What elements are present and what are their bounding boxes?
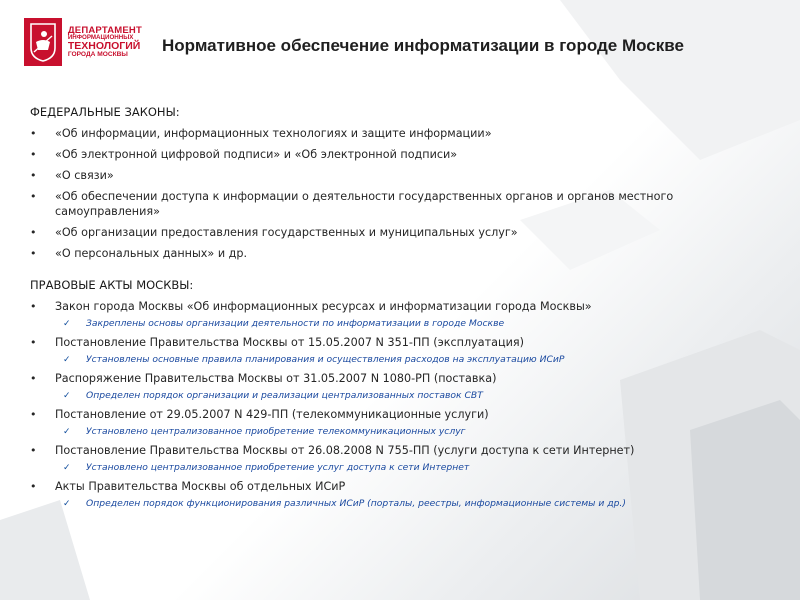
logo-line-2: ИНФОРМАЦИОННЫХ xyxy=(67,34,134,42)
moscow-emblem-icon xyxy=(24,18,62,66)
list-item xyxy=(30,246,730,261)
list-item xyxy=(30,168,730,183)
bullet-icon: • xyxy=(30,480,37,493)
federal-laws-list xyxy=(30,126,730,261)
list-item-text: «О персональных данных» и др. xyxy=(55,247,248,260)
moscow-acts-heading: ПРАВОВЫЕ АКТЫ МОСКВЫ: xyxy=(30,278,194,292)
logo-line-4: ГОРОДА МОСКВЫ xyxy=(67,50,128,58)
bullet-icon: • xyxy=(30,127,37,140)
checkmark-icon: ✓ xyxy=(63,391,71,401)
list-item xyxy=(30,299,730,314)
list-item-text: «Об обеспечении доступа к информации о деятельности государственных органов и органов местного самоуправления» xyxy=(55,190,674,218)
list-item-text: «О связи» xyxy=(55,169,114,182)
list-item xyxy=(30,479,730,494)
list-item xyxy=(30,225,730,240)
sub-item xyxy=(63,317,730,331)
list-item-text: Акты Правительства Москвы об отдельных ИСиР xyxy=(55,480,346,493)
slide-content xyxy=(30,105,730,515)
page-title: Нормативное обеспечение информатизации в городе Москве xyxy=(162,36,684,55)
bullet-icon: • xyxy=(30,247,37,260)
bullet-icon: • xyxy=(30,372,37,385)
list-item-text: «Об электронной цифровой подписи» и «Об электронной подписи» xyxy=(55,148,458,161)
sub-item-text: Установлено централизованное приобретение телекоммуникационных услуг xyxy=(86,426,466,437)
bullet-icon: • xyxy=(30,408,37,421)
list-item xyxy=(30,407,730,422)
bullet-icon: • xyxy=(30,226,37,239)
logo-text xyxy=(68,26,142,59)
bullet-icon: • xyxy=(30,169,37,182)
list-item xyxy=(30,126,730,141)
list-item xyxy=(30,189,730,219)
federal-laws-heading: ФЕДЕРАЛЬНЫЕ ЗАКОНЫ: xyxy=(30,105,180,119)
list-item-text: «Об информации, информационных технологиях и защите информации» xyxy=(55,127,492,140)
sub-item xyxy=(63,461,730,475)
sub-item xyxy=(63,389,730,403)
sub-item xyxy=(63,353,730,367)
list-item-text: «Об организации предоставления государственных и муниципальных услуг» xyxy=(55,226,518,239)
moscow-acts-list xyxy=(30,299,730,511)
checkmark-icon: ✓ xyxy=(63,355,71,365)
sub-item-text: Установлены основные правила планирования и осуществления расходов на эксплуатацию ИСиР xyxy=(86,354,565,365)
bullet-icon: • xyxy=(30,444,37,457)
bullet-icon: • xyxy=(30,336,37,349)
list-item xyxy=(30,335,730,350)
list-item-text: Распоряжение Правительства Москвы от 31.05.2007 N 1080-РП (поставка) xyxy=(55,372,497,385)
sub-item-text: Установлено централизованное приобретение услуг доступа к сети Интернет xyxy=(86,462,470,473)
sub-item-text: Определен порядок организации и реализации централизованных поставок СВТ xyxy=(86,390,483,401)
checkmark-icon: ✓ xyxy=(63,319,71,329)
sub-item-text: Закреплены основы организации деятельности по информатизации в городе Москве xyxy=(86,318,505,329)
department-logo xyxy=(24,15,142,69)
sub-item-text: Определен порядок функционирования различных ИСиР (порталы, реестры, информационные системы и др.) xyxy=(86,498,626,509)
list-item-text: Постановление Правительства Москвы от 26.08.2008 N 755-ПП (услуги доступа к сети Интернет) xyxy=(55,444,635,457)
list-item xyxy=(30,443,730,458)
logo-line-1: ДЕПАРТАМЕНТ xyxy=(67,24,142,36)
list-item xyxy=(30,371,730,386)
checkmark-icon: ✓ xyxy=(63,463,71,473)
logo-line-3: ТЕХНОЛОГИЙ xyxy=(67,40,141,53)
checkmark-icon: ✓ xyxy=(63,427,71,437)
list-item-text: Закон города Москвы «Об информационных ресурсах и информатизации города Москвы» xyxy=(55,300,592,313)
checkmark-icon: ✓ xyxy=(63,499,71,509)
bullet-icon: • xyxy=(30,300,37,313)
bullet-icon: • xyxy=(30,190,37,203)
bullet-icon: • xyxy=(30,148,37,161)
list-item xyxy=(30,147,730,162)
sub-item xyxy=(63,425,730,439)
list-item-text: Постановление от 29.05.2007 N 429-ПП (телекоммуникационные услуги) xyxy=(55,408,489,421)
list-item-text: Постановление Правительства Москвы от 15.05.2007 N 351-ПП (эксплуатация) xyxy=(55,336,524,349)
sub-item xyxy=(63,497,730,511)
